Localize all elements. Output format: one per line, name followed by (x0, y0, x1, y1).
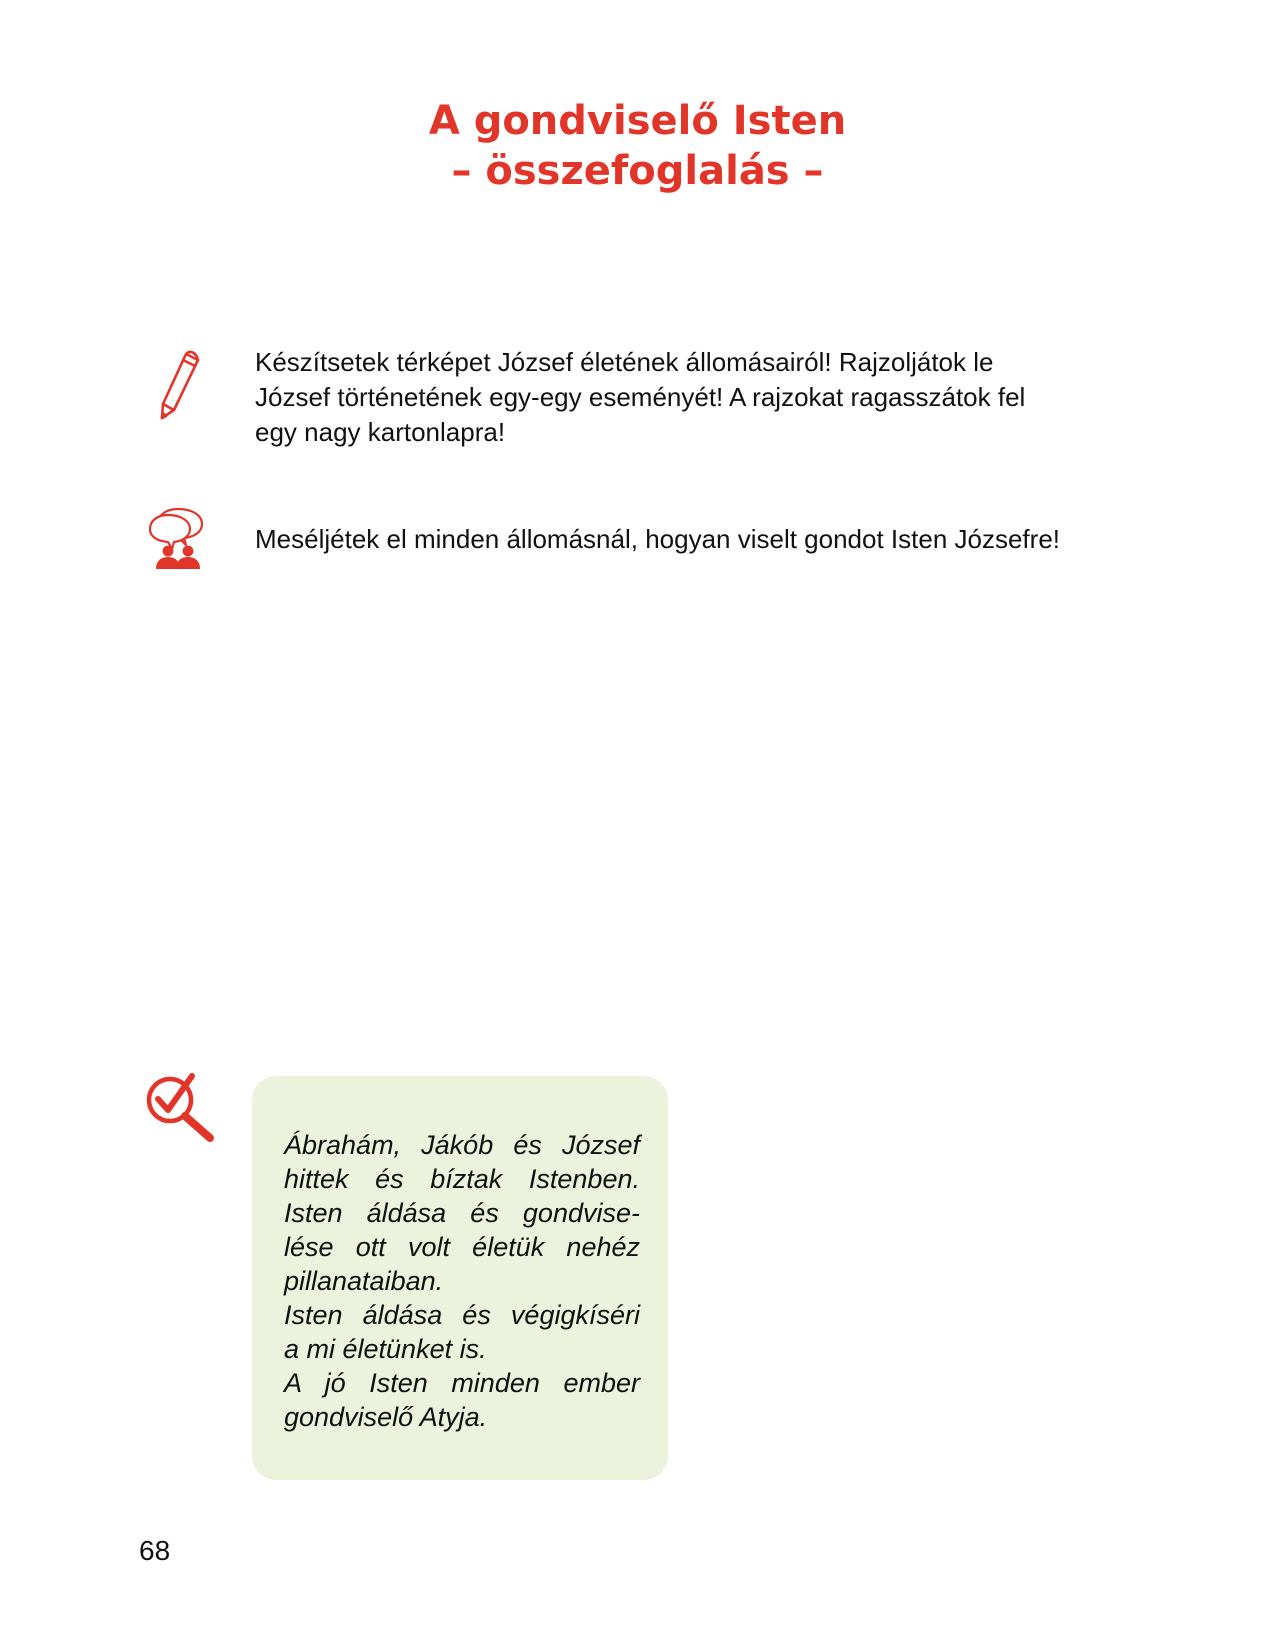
title-line-2: – összefoglalás – (451, 148, 824, 194)
discussion-icon (148, 505, 210, 571)
summary-line: A jó Isten minden ember (284, 1368, 640, 1398)
task-draw-line: egy nagy kartonlapra! (255, 417, 506, 447)
task-draw-instructions (255, 345, 1175, 450)
title-line-1: A gondviselő Isten (428, 98, 847, 144)
summary-line: lése ott volt életük nehéz (284, 1232, 640, 1262)
page-number: 68 (139, 1535, 171, 1566)
task-discuss-line: Meséljétek el minden állomásnál, hogyan viselt gondot Isten Józsefre! (255, 524, 1060, 554)
summary-line: gondviselő Atyja. (284, 1402, 488, 1432)
task-draw-line: József történetének egy-egy eseményét! A rajzokat ragasszátok fel (255, 382, 1026, 412)
task-discuss-instructions (255, 522, 1175, 557)
summary-line: Isten áldása és végigkíséri (284, 1300, 640, 1330)
summary-line: pillanataiban. (284, 1266, 444, 1296)
summary-line: Isten áldása és gondvise- (284, 1198, 640, 1228)
summary-line: Ábrahám, Jákób és József (284, 1130, 640, 1160)
summary-line: a mi életünket is. (284, 1334, 487, 1364)
pencil-icon (152, 348, 204, 424)
page-title (0, 96, 1275, 196)
task-draw-line: Készítsetek térképet József életének állomásairól! Rajzoljátok le (255, 347, 994, 377)
check-magnifier-icon (142, 1068, 218, 1144)
summary-line: hittek és bíztak Istenben. (284, 1164, 640, 1194)
summary-box (252, 1076, 668, 1480)
